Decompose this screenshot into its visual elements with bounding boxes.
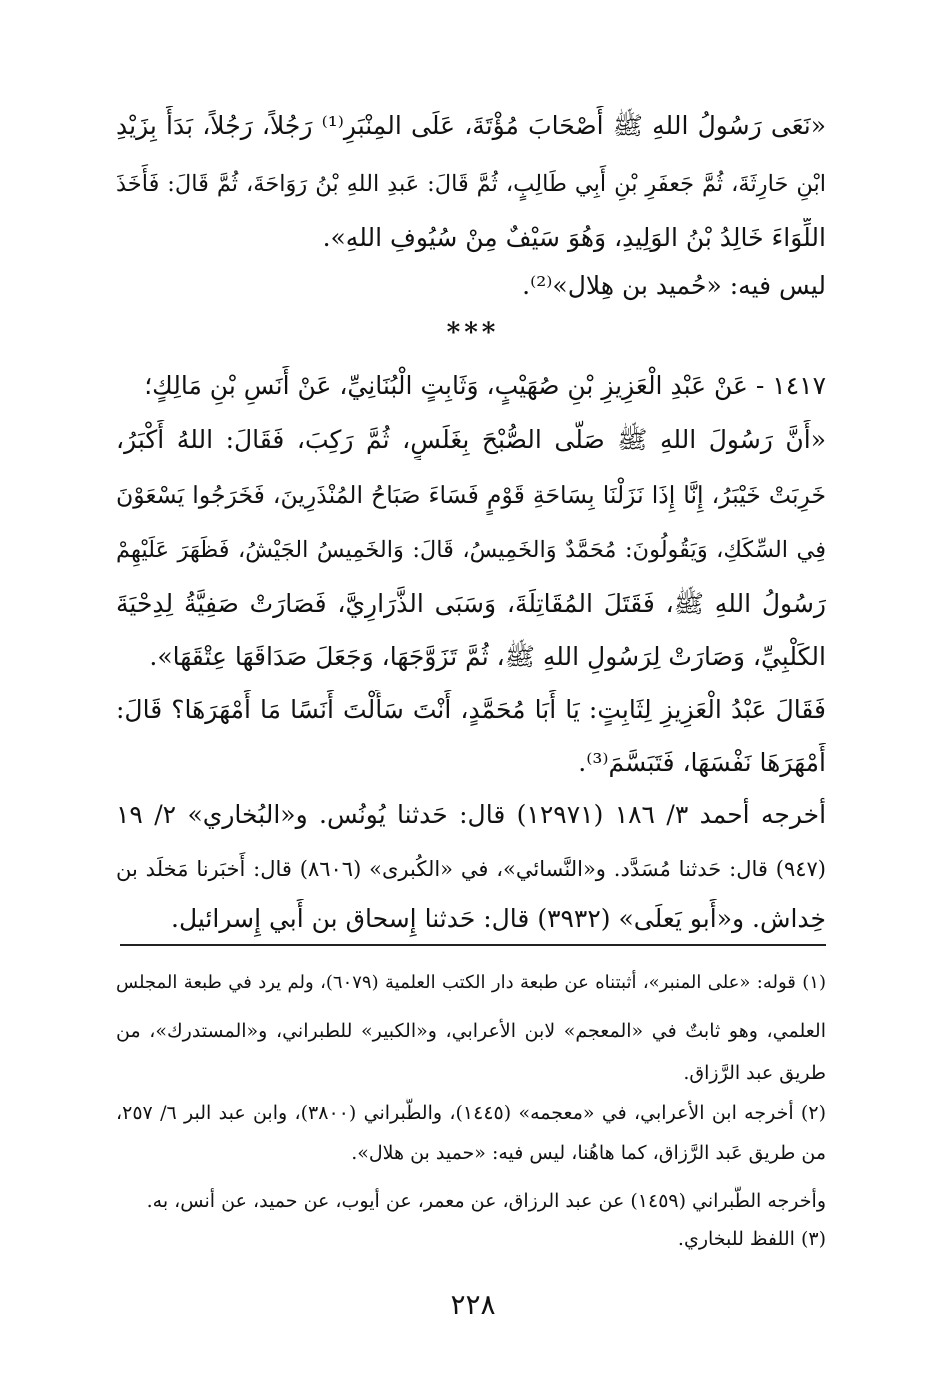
- takhrij-line: خِداش. و«أَبو يَعلَى» (٣٩٣٢) قال: حَدثنا إِسحاق بن أَبي إِسرائيل.: [171, 904, 826, 933]
- hadith-chain-line: ١٤١٧ - عَنْ عَبْدِ الْعَزِيزِ بْنِ صُهَيْبٍ، وَثَابِتٍ الْبُنَانِيِّ، عَنْ أَنَسِ بْنِ مَالِكٍ؛: [144, 371, 826, 400]
- hadith-text-line: رَسُولُ اللهِ ﷺ، فَقَتَلَ المُقَاتِلَةَ، وَسَبَى الذَّرَارِيَّ، فَصَارَتْ صَفِيَّةُ لِدِحْيَةَ: [116, 589, 826, 618]
- takhrij-line: أخرجه أحمد ٣/ ١٨٦ (١٢٩٧١) قال: حَدثنا يُونُس. و«البُخاري» ٢/ ١٩: [116, 800, 826, 829]
- hadith-text-line: «نَعَى رَسُولُ اللهِ ﷺ أَصْحَابَ مُؤْتَةَ، عَلَى المِنْبَرِ⁽¹⁾ رَجُلاً، رَجُلاً، بَدَأَ بِزَيْدِ: [116, 111, 826, 140]
- hadith-text-line: فَقَالَ عَبْدُ الْعَزِيزِ لِثَابِتٍ: يَا أَبَا مُحَمَّدٍ، أَنْتَ سَأَلْتَ أَنَسًا مَا أَمْهَرَهَا؟ قَالَ:: [116, 695, 826, 724]
- hadith-text-line: الكَلْبِيِّ، وَصَارَتْ لِرَسُولِ اللهِ ﷺ، ثُمَّ تَزَوَّجَهَا، وَجَعَلَ صَدَاقَهَا عِتْقَهَا».: [149, 642, 826, 671]
- hadith-text-line: فِي السِّكَكِ، وَيَقُولُونَ: مُحَمَّدٌ وَالخَمِيسُ، قَالَ: وَالخَمِيسُ الجَيْشُ، فَظَهَرَ عَلَيْهِمْ: [116, 537, 826, 563]
- footnote-line: وأخرجه الطَّبراني (١٤٥٩) عن عبد الرزاق، عن معمر، عن أيوب، عن حميد، عن أنس، به.: [146, 1190, 826, 1212]
- footnote-line: العلمي، وهو ثابتٌ في «المعجم» لابن الأعرابي، و«الكبير» للطبراني، و«المستدرك»، من: [116, 1020, 826, 1042]
- footnote-line: (٣) اللفظ للبخاري.: [677, 1228, 826, 1250]
- hadith-text-line: «أَنَّ رَسُولَ اللهِ ﷺ صَلَّى الصُّبْحَ بِغَلَسٍ، ثُمَّ رَكِبَ، فَقَالَ: اللهُ أَكْبَرُ،: [116, 425, 826, 454]
- page-number: ٢٢٨: [450, 1288, 496, 1321]
- section-separator: ***: [446, 318, 500, 348]
- hadith-text-line: خَرِبَتْ خَيْبَرُ، إِنَّا إِذَا نَزَلْنَا بِسَاحَةِ قَوْمٍ فَسَاءَ صَبَاحُ المُنْذَرِينَ، فَخَرَجُوا يَسْعَوْنَ: [116, 481, 826, 509]
- hadith-text-line: أَمْهَرَهَا نَفْسَهَا، فَتَبَسَّمَ⁽³⁾.: [578, 748, 826, 777]
- hadith-text-line: اللِّوَاءَ خَالِدُ بْنُ الوَلِيدِ، وَهُوَ سَيْفٌ مِنْ سُيُوفِ اللهِ».: [322, 223, 826, 252]
- footnote-line: (٢) أخرجه ابن الأعرابي، في «معجمه» (١٤٤٥)، والطَّبراني (٣٨٠٠)، وابن عبد البر ٦/ ٢٥٧،: [116, 1102, 826, 1124]
- footnote-divider: [120, 944, 826, 946]
- hadith-remark: ليس فيه: «حُميد بن هِلال»⁽²⁾.: [522, 271, 826, 300]
- footnote-line: طريق عبد الرَّزاق.: [683, 1062, 826, 1084]
- footnote-line: (١) قوله: «على المنبر»، أثبتناه عن طبعة دار الكتب العلمية (٦٠٧٩)، ولم يرد في طبعة المجلس: [116, 972, 826, 993]
- footnote-line: من طريق عَبد الرَّزاق، كما هاهُنا، ليس فيه: «حميد بن هلال».: [351, 1142, 826, 1164]
- takhrij-line: (٩٤٧) قال: حَدثنا مُسَدَّد. و«النَّسائي»، في «الكُبرى» (٨٦٠٦) قال: أَخبَرنا مَخلَد بن: [116, 857, 826, 881]
- hadith-text-line: ابْنِ حَارِثَةَ، ثُمَّ جَعفَرِ بْنِ أَبِي طَالِبٍ، ثُمَّ قَالَ: عَبدِ اللهِ بْنُ رَوَاحَةَ، ثُمَّ قَالَ: فَأَخَذَ: [116, 171, 826, 197]
